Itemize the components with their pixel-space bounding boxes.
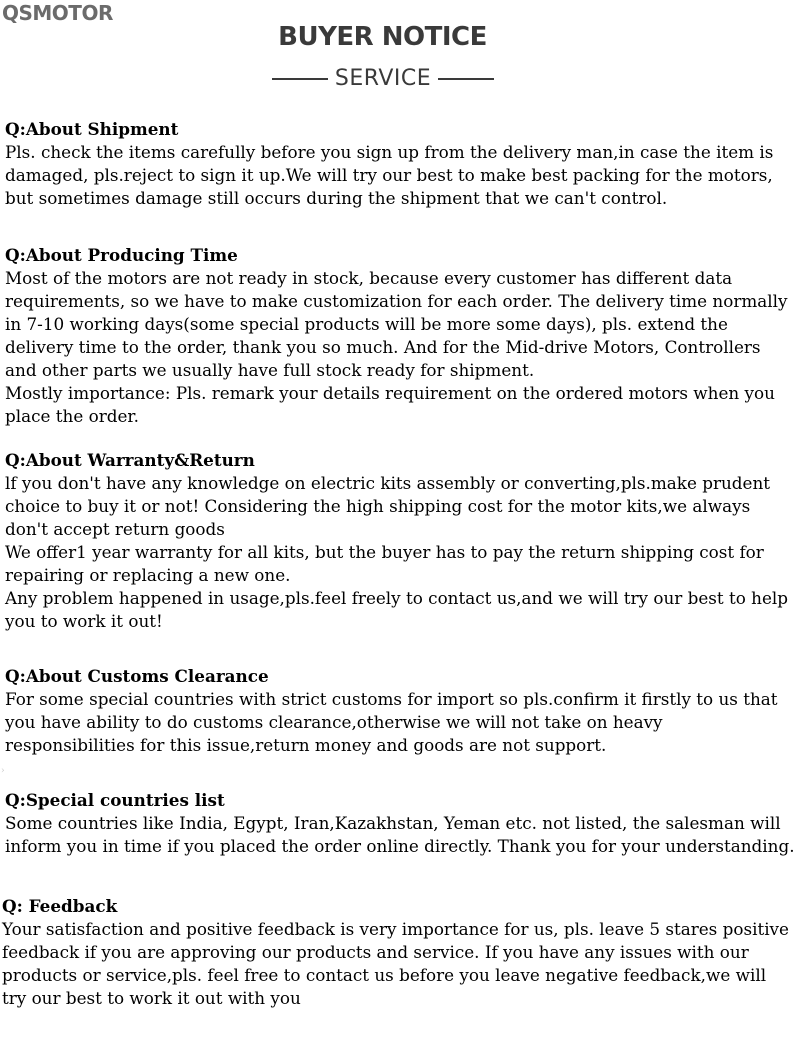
section-special-countries: [5, 789, 797, 858]
page-title: BUYER NOTICE: [278, 22, 487, 52]
section-question: Q: Feedback: [2, 896, 118, 916]
section-paragraph: Any problem happened in usage,pls.feel freely to contact us,and we will try our best to help you to work it out!: [5, 588, 789, 631]
section-question: Q:About Producing Time: [5, 245, 238, 265]
section-question: Q:About Shipment: [5, 119, 179, 139]
section-paragraph: For some special countries with strict customs for import so pls.confirm it firstly to us that you have ability to do customs clearance,otherwise we will not take on heavy responsibilities for this issue,return money and goods are not support.: [5, 689, 778, 755]
section-feedback: [2, 895, 794, 1010]
section-paragraph: lf you don't have any knowledge on electric kits assembly or converting,pls.make prudent choice to buy it or not! Considering the high shipping cost for the motor kits,we always don't accept return goods: [5, 473, 771, 539]
page-subtitle: [272, 66, 494, 91]
section-question: Q:About Customs Clearance: [5, 666, 269, 686]
decorative-marker: ›: [1, 766, 5, 776]
section-producing-time: [5, 244, 797, 428]
brand-logo: QSMOTOR: [2, 1, 113, 25]
subtitle-label: SERVICE: [334, 66, 432, 91]
subtitle-left-rule: [272, 78, 328, 80]
section-shipment: [5, 118, 797, 210]
section-paragraph: Some countries like India, Egypt, Iran,Kazakhstan, Yeman etc. not listed, the salesman will inform you in time if you placed the order online directly. Thank you for your understanding.: [5, 813, 795, 856]
subtitle-right-rule: [438, 78, 494, 80]
section-paragraph: Pls. check the items carefully before you sign up from the delivery man,in case the item is damaged, pls.reject to sign it up.We will try our best to make best packing for the motors, but sometimes damage still occurs during the shipment that we can't control.: [5, 142, 774, 208]
section-question: Q:Special countries list: [5, 790, 225, 810]
section-customs-clearance: [5, 665, 797, 757]
section-question: Q:About Warranty&Return: [5, 450, 255, 470]
section-paragraph: Most of the motors are not ready in stock, because every customer has different data requirements, so we have to make customization for each order. The delivery time normally in 7-10 working days(some special products will be more some days), pls. extend the delivery time to the order, thank you so much. And for the Mid-drive Motors, Controllers and other parts we usually have full stock ready for shipment.: [5, 268, 788, 380]
section-paragraph: Mostly importance: Pls. remark your details requirement on the ordered motors when you place the order.: [5, 383, 775, 426]
section-warranty-return: [5, 449, 797, 633]
section-paragraph: Your satisfaction and positive feedback is very importance for us, pls. leave 5 stares positive feedback if you are approving our products and service. If you have any issues with our products or service,pls. feel free to contact us before you leave negative feedback,we will try our best to work it out with you: [2, 919, 789, 1008]
section-paragraph: We offer1 year warranty for all kits, but the buyer has to pay the return shipping cost for repairing or replacing a new one.: [5, 542, 764, 585]
